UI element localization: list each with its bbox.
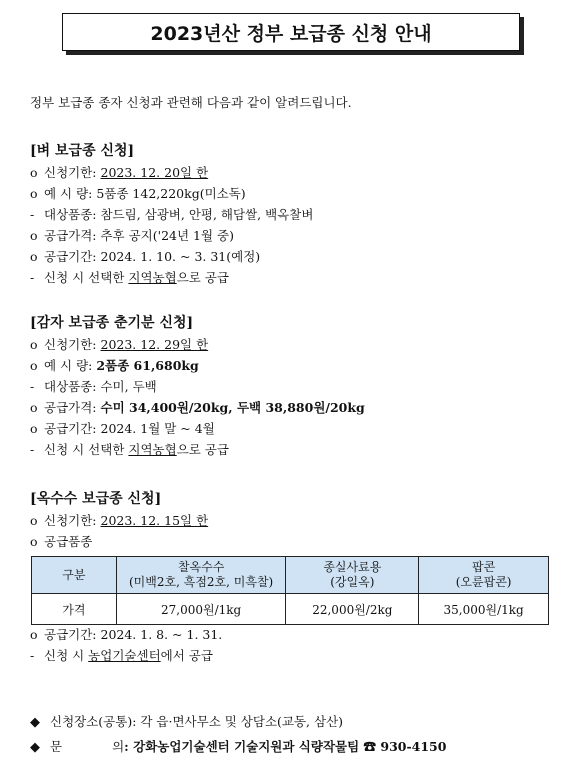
potato-price-value: 수미 34,400원/20kg, 두백 38,880원/20kg <box>100 400 365 415</box>
circle-bullet: o <box>30 400 38 415</box>
circle-bullet: o <box>30 228 38 243</box>
potato-price-label: 공급가격: <box>44 400 101 415</box>
header-line2: (미백2호, 흑점2호, 미흑찰) <box>129 575 274 589</box>
potato-varieties-text: 대상품종: 수미, 두백 <box>44 379 157 394</box>
rice-deadline-value: 2023. 12. 20일 한 <box>100 165 209 180</box>
rice-supply <box>30 267 313 288</box>
rice-price <box>30 225 313 246</box>
dash-bullet: - <box>30 270 35 285</box>
potato-varieties <box>30 376 365 397</box>
rice-price-text: 공급가격: 추후 공지('24년 1월 중) <box>44 228 234 243</box>
table-cell: 27,000원/1kg <box>116 594 286 625</box>
header-line1: 팝콘 <box>472 560 496 574</box>
circle-bullet: o <box>30 421 38 436</box>
corn-varieties <box>30 531 208 552</box>
footer-place <box>30 712 343 730</box>
diamond-bullet: ◆ <box>30 715 40 730</box>
rice-deadline-label: 신청기한: <box>44 165 101 180</box>
corn-deadline <box>30 510 208 531</box>
table-row <box>32 594 549 625</box>
potato-section <box>30 312 365 460</box>
corn-supply <box>30 645 222 666</box>
corn-section-bottom <box>30 624 222 666</box>
dash-bullet: - <box>30 442 35 457</box>
potato-deadline-label: 신청기한: <box>44 337 101 352</box>
dash-bullet: - <box>30 379 35 394</box>
table-header-cell <box>419 557 549 594</box>
potato-period <box>30 418 365 439</box>
potato-amount-value: 2품종 61,680kg <box>96 358 199 373</box>
circle-bullet: o <box>30 165 38 180</box>
page-title: 2023년산 정부 보급종 신청 안내 <box>62 13 520 51</box>
potato-deadline <box>30 334 365 355</box>
corn-period-text: 공급기간: 2024. 1. 8. ~ 1. 31. <box>44 627 223 642</box>
table-header-cell <box>116 557 286 594</box>
potato-price <box>30 397 365 418</box>
rice-amount <box>30 183 313 204</box>
rice-supply-place: 지역농협 <box>128 270 177 285</box>
footer-inquiry-label: 문 의 <box>50 739 125 754</box>
title-wrap <box>62 13 524 55</box>
header-line2: (강일옥) <box>330 575 375 589</box>
header-line2: (오륜팝콘) <box>455 575 512 589</box>
header-line1: 찰옥수수 <box>177 560 225 574</box>
corn-price-table <box>31 556 549 625</box>
corn-heading: [옥수수 보급종 신청] <box>30 491 162 507</box>
intro-text: 정부 보급종 종자 신청과 관련해 다음과 같이 알려드립니다. <box>30 95 352 110</box>
footer-inquiry <box>30 737 446 755</box>
table-header-cell <box>32 557 117 594</box>
dash-bullet: - <box>30 207 35 222</box>
corn-section <box>30 488 208 552</box>
rice-supply-post: 으로 공급 <box>176 270 229 285</box>
rice-amount-value: 5품종 142,220kg(미소독) <box>96 186 246 201</box>
corn-supply-pre: 신청 시 <box>44 648 89 663</box>
circle-bullet: o <box>30 513 38 528</box>
potato-period-text: 공급기간: 2024. 1월 말 ~ 4월 <box>44 421 215 436</box>
table-header-cell <box>286 557 419 594</box>
potato-deadline-value: 2023. 12. 29일 한 <box>100 337 209 352</box>
rice-supply-pre: 신청 시 선택한 <box>44 270 129 285</box>
circle-bullet: o <box>30 186 38 201</box>
potato-amount-label: 예 시 량: <box>44 358 97 373</box>
potato-supply <box>30 439 365 460</box>
potato-supply-place: 지역농협 <box>128 442 177 457</box>
corn-varieties-text: 공급품종 <box>44 534 93 549</box>
table-cell: 35,000원/1kg <box>419 594 549 625</box>
rice-deadline <box>30 162 313 183</box>
rice-period <box>30 246 313 267</box>
corn-deadline-label: 신청기한: <box>44 513 101 528</box>
header-line1: 종실사료용 <box>323 560 382 574</box>
circle-bullet: o <box>30 337 38 352</box>
potato-amount <box>30 355 365 376</box>
header-line1: 구분 <box>62 567 86 582</box>
table-cell: 가격 <box>32 594 117 625</box>
potato-heading: [감자 보급종 춘기분 신청] <box>30 315 194 331</box>
rice-section <box>30 140 313 288</box>
rice-heading: [벼 보급종 신청] <box>30 143 135 159</box>
diamond-bullet: ◆ <box>30 740 40 755</box>
rice-varieties <box>30 204 313 225</box>
table-cell: 22,000원/2kg <box>286 594 419 625</box>
table-header-row <box>32 557 549 594</box>
corn-deadline-value: 2023. 12. 15일 한 <box>100 513 209 528</box>
circle-bullet: o <box>30 358 38 373</box>
circle-bullet: o <box>30 534 38 549</box>
corn-period <box>30 624 222 645</box>
corn-supply-place: 농업기술센터 <box>88 648 161 663</box>
corn-supply-post: 에서 공급 <box>160 648 213 663</box>
rice-amount-label: 예 시 량: <box>44 186 97 201</box>
circle-bullet: o <box>30 627 38 642</box>
potato-supply-post: 으로 공급 <box>176 442 229 457</box>
footer-place-text: 신청장소(공통): 각 읍·면사무소 및 상담소(교동, 삼산) <box>50 714 344 729</box>
dash-bullet: - <box>30 648 35 663</box>
circle-bullet: o <box>30 249 38 264</box>
rice-varieties-text: 대상품종: 참드림, 삼광벼, 안평, 해담쌀, 백옥찰벼 <box>44 207 314 222</box>
potato-supply-pre: 신청 시 선택한 <box>44 442 129 457</box>
footer-inquiry-value: : 강화농업기술센터 기술지원과 식량작물팀 ☎ 930-4150 <box>124 739 447 754</box>
rice-period-text: 공급기간: 2024. 1. 10. ~ 3. 31(예정) <box>44 249 261 264</box>
